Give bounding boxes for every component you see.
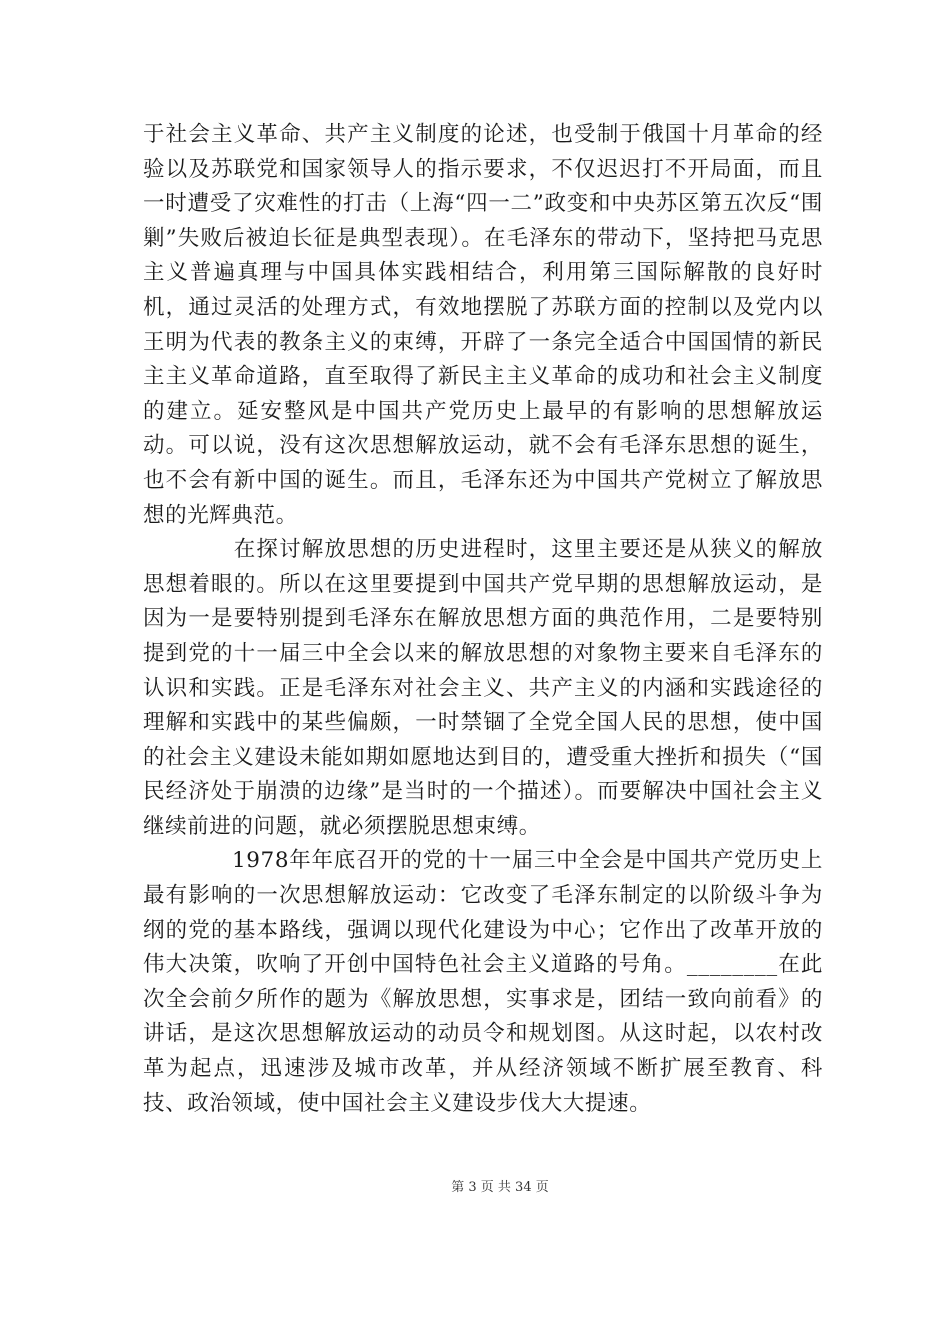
paragraph-2: 在探讨解放思想的历史进程时，这里主要还是从狭义的解放思想着眼的。所以在这里要提到中国共产党早期的思想解放运动，是因为一是要特别提到毛泽东在解放思想方面的典范作用，二是要特别提到党的十一届三中全会以来的解放思想的对象物主要来自毛泽东的认识和实践。正是毛泽东对社会主义、共产主义的内涵和实践途径的理解和实践中的某些偏颇，一时禁锢了全党全国人民的思想，使中国的社会主义建设未能如期如愿地达到目的，遭受重大挫折和损失（“国民经济处于崩溃的边缘”是当时的一个描述）。而要解决中国社会主义继续前进的问题，就必须摆脱思想束缚。 <box>143 537 823 839</box>
page-footer: 第 3 页 共 34 页 <box>451 1180 549 1195</box>
body-text <box>143 118 823 1121</box>
paragraph-3: 1978年年底召开的党的十一届三中全会是中国共产党历史上最有影响的一次思想解放运动：它改变了毛泽东制定的以阶级斗争为纲的党的基本路线，强调以现代化建设为中心；它作出了改革开放的伟大决策，吹响了开创中国特色社会主义道路的号角。________在此次全会前夕所作的题为《解放思想，实事求是，团结一致向前看》的讲话，是这次思想解放运动的动员令和规划图。从这时起，以农村改革为起点，迅速涉及城市改革，并从经济领域不断扩展至教育、科技、政治领域，使中国社会主义建设步伐大大提速。 <box>143 848 823 1116</box>
paragraph-1: 于社会主义革命、共产主义制度的论述，也受制于俄国十月革命的经验以及苏联党和国家领导人的指示要求，不仅迟迟打不开局面，而且一时遭受了灾难性的打击（上海“四一二”政变和中央苏区第五次反“围剿”失败后被迫长征是典型表现）。在毛泽东的带动下，坚持把马克思主义普遍真理与中国具体实践相结合，利用第三国际解散的良好时机，通过灵活的处理方式，有效地摆脱了苏联方面的控制以及党内以王明为代表的教条主义的束缚，开辟了一条完全适合中国国情的新民主主义革命道路，直至取得了新民主主义革命的成功和社会主义制度的建立。延安整风是中国共产党历史上最早的有影响的思想解放运动。可以说，没有这次思想解放运动，就不会有毛泽东思想的诞生，也不会有新中国的诞生。而且，毛泽东还为中国共产党树立了解放思想的光辉典范。 <box>143 122 823 528</box>
